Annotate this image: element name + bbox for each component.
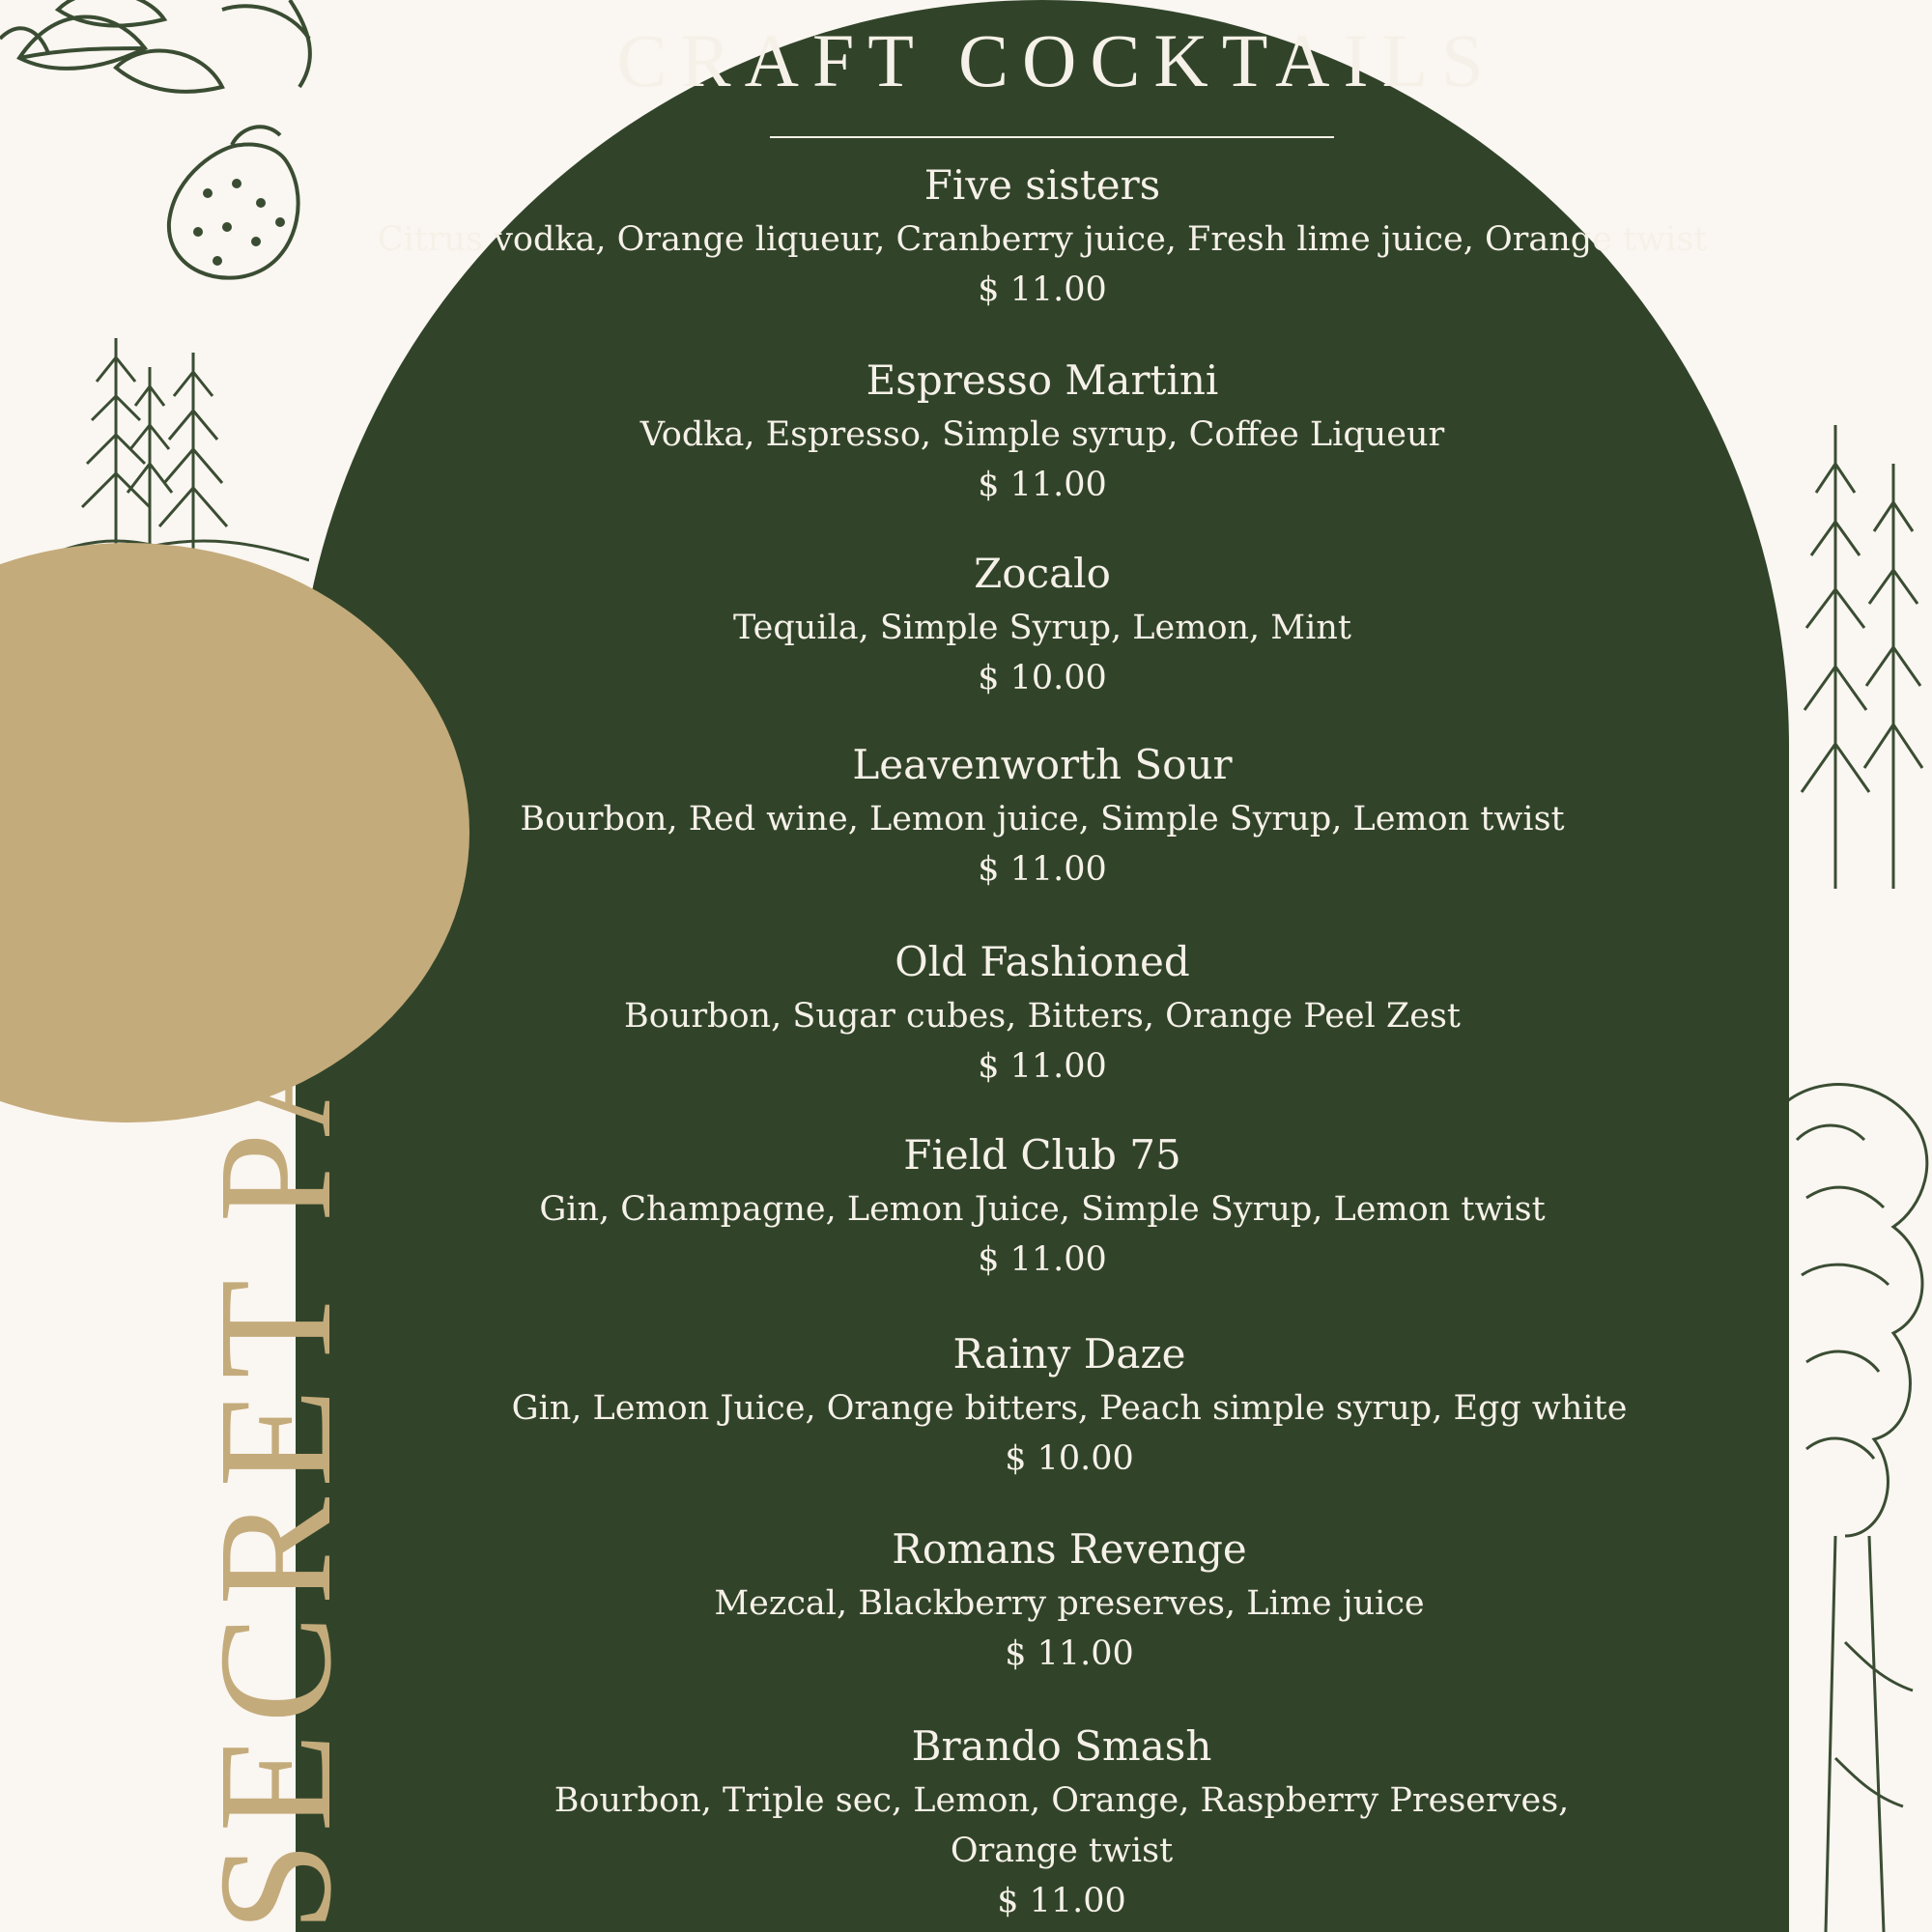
menu-item	[296, 736, 1789, 895]
item-price: $ 11.00	[978, 466, 1107, 504]
item-name: Rainy Daze	[952, 1330, 1186, 1378]
item-price: $ 11.00	[997, 1882, 1126, 1920]
item-description: Bourbon, Triple sec, Lemon, Orange, Raspberry Preserves,	[554, 1781, 1570, 1820]
item-price: $ 10.00	[978, 659, 1107, 697]
title-divider	[770, 136, 1334, 138]
item-price: $ 11.00	[978, 850, 1107, 889]
menu-title: CRAFT COCKTAILS	[616, 18, 1497, 102]
menu-item	[296, 1325, 1789, 1485]
item-description: Gin, Lemon Juice, Orange bitters, Peach simple syrup, Egg white	[511, 1389, 1628, 1428]
conifer-trees-illustration	[39, 328, 309, 580]
item-price: $ 11.00	[978, 270, 1107, 309]
item-description: Citrus vodka, Orange liqueur, Cranberry juice, Fresh lime juice, Orange twist	[377, 220, 1708, 259]
item-name: Field Club 75	[903, 1131, 1181, 1179]
item-description: Vodka, Espresso, Simple syrup, Coffee Liqueur	[639, 415, 1445, 454]
item-name: Espresso Martini	[866, 356, 1219, 404]
item-name: Leavenworth Sour	[852, 741, 1233, 788]
item-description-continued: Orange twist	[950, 1832, 1174, 1870]
item-price: $ 11.00	[1005, 1634, 1134, 1673]
cocktail-menu	[296, 0, 1789, 1932]
item-description: Gin, Champagne, Lemon Juice, Simple Syrup, Lemon twist	[539, 1190, 1546, 1229]
forest-tree-illustration	[1777, 406, 1932, 1932]
item-description: Bourbon, Red wine, Lemon juice, Simple Syrup, Lemon twist	[520, 800, 1565, 838]
item-name: Five sisters	[923, 161, 1161, 209]
item-name: Brando Smash	[911, 1722, 1212, 1770]
item-name: Old Fashioned	[895, 938, 1190, 985]
menu-item	[296, 352, 1789, 511]
item-price: $ 11.00	[978, 1047, 1107, 1086]
item-price: $ 10.00	[1005, 1439, 1134, 1478]
menu-item	[296, 545, 1789, 704]
menu-item	[296, 933, 1789, 1093]
menu-item	[296, 156, 1789, 316]
item-description: Mezcal, Blackberry preserves, Lime juice	[714, 1584, 1425, 1623]
item-name: Romans Revenge	[892, 1525, 1247, 1573]
brand-name: SECRET PARK	[185, 765, 365, 1932]
item-name: Zocalo	[974, 550, 1111, 597]
item-description: Tequila, Simple Syrup, Lemon, Mint	[733, 609, 1351, 647]
menu-item	[296, 1126, 1789, 1286]
item-price: $ 11.00	[978, 1240, 1107, 1279]
item-description: Bourbon, Sugar cubes, Bitters, Orange Peel Zest	[623, 997, 1461, 1036]
menu-item	[296, 1520, 1789, 1680]
menu-item	[296, 1718, 1789, 1927]
